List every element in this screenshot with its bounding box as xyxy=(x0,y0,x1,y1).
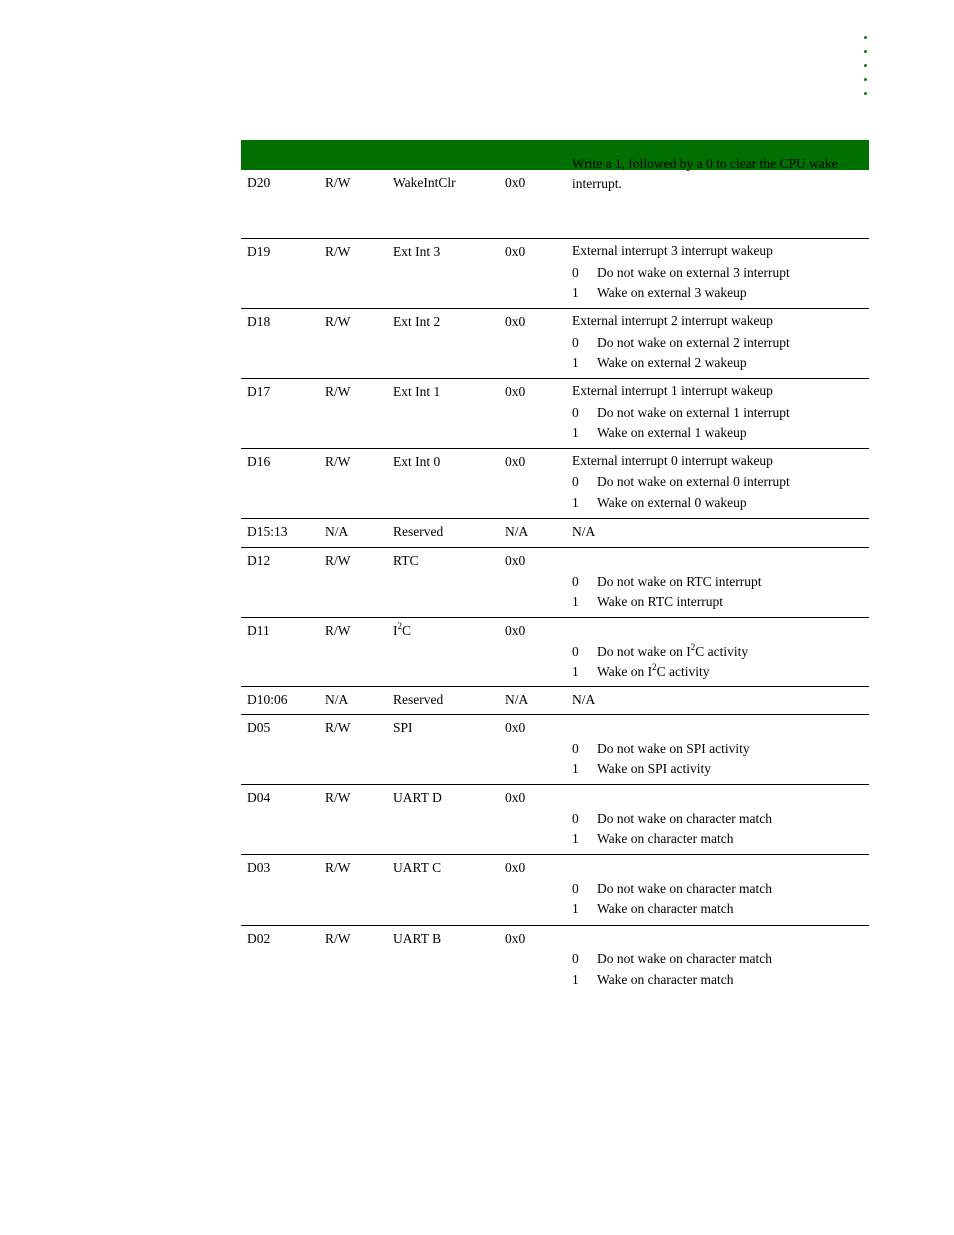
reset-cell: 0x0 xyxy=(505,384,526,399)
option-0 xyxy=(572,641,749,660)
access-cell: R/W xyxy=(325,931,351,946)
option-label: Do not wake on character match xyxy=(597,811,773,826)
dot xyxy=(864,92,867,95)
option-0 xyxy=(572,405,790,421)
reset-cell: N/A xyxy=(505,524,529,539)
field-name-cell: RTC xyxy=(393,553,419,568)
table-row xyxy=(241,785,869,855)
field-name-cell: UART D xyxy=(393,790,442,805)
bit-cell: D02 xyxy=(247,931,271,946)
table-row xyxy=(241,156,869,239)
option-value: 0 xyxy=(572,405,579,420)
register-table xyxy=(241,140,869,996)
dot xyxy=(864,78,867,81)
bit-cell: D20 xyxy=(247,175,271,190)
option-1 xyxy=(572,761,711,777)
table-row xyxy=(241,855,869,926)
margin-dots xyxy=(864,36,870,106)
option-value: 1 xyxy=(572,901,579,916)
description-text: External interrupt 3 interrupt wakeup xyxy=(572,243,773,258)
bit-cell: D16 xyxy=(247,454,271,469)
table-row xyxy=(241,548,869,618)
option-label: Do not wake on RTC interrupt xyxy=(597,574,762,589)
option-1 xyxy=(572,594,723,610)
field-name-cell: Ext Int 1 xyxy=(393,384,441,399)
access-cell: R/W xyxy=(325,720,351,735)
option-value: 1 xyxy=(572,355,579,370)
field-name-cell: Ext Int 3 xyxy=(393,244,441,259)
option-label: Wake on RTC interrupt xyxy=(597,594,723,609)
field-name-cell: Ext Int 0 xyxy=(393,454,441,469)
field-name-cell: UART C xyxy=(393,860,442,875)
option-1 xyxy=(572,901,733,917)
access-cell: N/A xyxy=(325,692,349,707)
option-0 xyxy=(572,881,772,897)
option-label: Wake on external 1 wakeup xyxy=(597,425,747,440)
option-value: 0 xyxy=(572,951,579,966)
option-value: 1 xyxy=(572,761,579,776)
bit-cell: D18 xyxy=(247,314,271,329)
option-label: Do not wake on character match xyxy=(597,951,773,966)
option-value: 0 xyxy=(572,474,579,489)
reset-cell: 0x0 xyxy=(505,454,526,469)
reset-cell: 0x0 xyxy=(505,175,526,190)
table-row xyxy=(241,239,869,309)
field-name-cell: Reserved xyxy=(393,692,444,707)
option-value: 0 xyxy=(572,574,579,589)
option-value: 1 xyxy=(572,831,579,846)
table-row xyxy=(241,618,869,687)
access-cell: R/W xyxy=(325,454,351,469)
bit-cell: D03 xyxy=(247,860,271,875)
option-value: 0 xyxy=(572,265,579,280)
field-name-cell: SPI xyxy=(393,720,413,735)
option-label: Do not wake on external 0 interrupt xyxy=(597,474,790,489)
option-value: 1 xyxy=(572,972,579,987)
dot xyxy=(864,50,867,53)
option-label: Do not wake on external 1 interrupt xyxy=(597,405,790,420)
access-cell: N/A xyxy=(325,524,349,539)
option-0 xyxy=(572,335,790,351)
option-1 xyxy=(572,425,747,441)
bit-cell: D12 xyxy=(247,553,271,568)
option-0 xyxy=(572,951,772,967)
option-0 xyxy=(572,574,762,590)
field-name-cell: WakeIntClr xyxy=(393,175,456,190)
option-label: Wake on external 3 wakeup xyxy=(597,285,747,300)
access-cell: R/W xyxy=(325,384,351,399)
table-row xyxy=(241,926,869,996)
reset-cell: 0x0 xyxy=(505,790,526,805)
option-value: 1 xyxy=(572,594,579,609)
reset-cell: 0x0 xyxy=(505,720,526,735)
option-label: Wake on $I^2C$ activity xyxy=(597,661,710,679)
option-label: Do not wake on external 3 interrupt xyxy=(597,265,790,280)
field-name-cell: Ext Int 2 xyxy=(393,314,441,329)
option-0 xyxy=(572,474,790,490)
description-text: N/A xyxy=(572,524,596,539)
option-value: 1 xyxy=(572,285,579,300)
option-1 xyxy=(572,355,747,371)
access-cell: R/W xyxy=(325,314,351,329)
option-label: Wake on external 2 wakeup xyxy=(597,355,747,370)
option-label: Wake on character match xyxy=(597,831,734,846)
option-label: Wake on character match xyxy=(597,972,734,987)
option-value: 0 xyxy=(572,644,579,659)
table-row xyxy=(241,449,869,519)
description-text: Write a 1, followed by a 0 to clear the CPU wake interrupt. xyxy=(572,156,838,191)
option-value: 1 xyxy=(572,425,579,440)
table-row xyxy=(241,687,869,715)
access-cell: R/W xyxy=(325,860,351,875)
description-text: External interrupt 1 interrupt wakeup xyxy=(572,383,773,398)
table-row xyxy=(241,309,869,379)
access-cell: R/W xyxy=(325,623,351,638)
bit-cell: D15:13 xyxy=(247,524,288,539)
option-label: Do not wake on $I^2C$ activity xyxy=(597,641,749,659)
access-cell: R/W xyxy=(325,790,351,805)
access-cell: R/W xyxy=(325,175,351,190)
reset-cell: 0x0 xyxy=(505,314,526,329)
option-label: Wake on external 0 wakeup xyxy=(597,495,747,510)
option-0 xyxy=(572,811,772,827)
bit-cell: D04 xyxy=(247,790,271,805)
table-row xyxy=(241,519,869,548)
option-value: 0 xyxy=(572,811,579,826)
reset-cell: 0x0 xyxy=(505,860,526,875)
option-label: Wake on character match xyxy=(597,901,734,916)
bit-cell: D17 xyxy=(247,384,271,399)
field-name-cell: UART B xyxy=(393,931,442,946)
table-row xyxy=(241,715,869,785)
option-value: 0 xyxy=(572,881,579,896)
option-label: Do not wake on character match xyxy=(597,881,773,896)
dot xyxy=(864,36,867,39)
bit-cell: D19 xyxy=(247,244,271,259)
reset-cell: N/A xyxy=(505,692,529,707)
bit-cell: D11 xyxy=(247,623,270,638)
option-label: Wake on SPI activity xyxy=(597,761,712,776)
description-text: External interrupt 2 interrupt wakeup xyxy=(572,313,773,328)
option-value: 1 xyxy=(572,664,579,679)
option-label: Do not wake on external 2 interrupt xyxy=(597,335,790,350)
reset-cell: 0x0 xyxy=(505,623,526,638)
bit-cell: D05 xyxy=(247,720,271,735)
description-text: External interrupt 0 interrupt wakeup xyxy=(572,453,773,468)
reset-cell: 0x0 xyxy=(505,244,526,259)
option-1 xyxy=(572,831,733,847)
description-text: N/A xyxy=(572,692,596,707)
option-value: 0 xyxy=(572,741,579,756)
access-cell: R/W xyxy=(325,553,351,568)
field-name-cell: $I^2C$ xyxy=(393,620,412,638)
field-name-cell: Reserved xyxy=(393,524,444,539)
dot xyxy=(864,64,867,67)
option-1 xyxy=(572,495,747,511)
option-value: 0 xyxy=(572,335,579,350)
option-value: 1 xyxy=(572,495,579,510)
access-cell: R/W xyxy=(325,244,351,259)
option-1 xyxy=(572,972,733,988)
option-0 xyxy=(572,741,750,757)
option-label: Do not wake on SPI activity xyxy=(597,741,750,756)
option-0 xyxy=(572,265,790,281)
option-1 xyxy=(572,661,710,680)
reset-cell: 0x0 xyxy=(505,553,526,568)
reset-cell: 0x0 xyxy=(505,931,526,946)
table-row xyxy=(241,379,869,449)
bit-cell: D10:06 xyxy=(247,692,288,707)
option-1 xyxy=(572,285,747,301)
